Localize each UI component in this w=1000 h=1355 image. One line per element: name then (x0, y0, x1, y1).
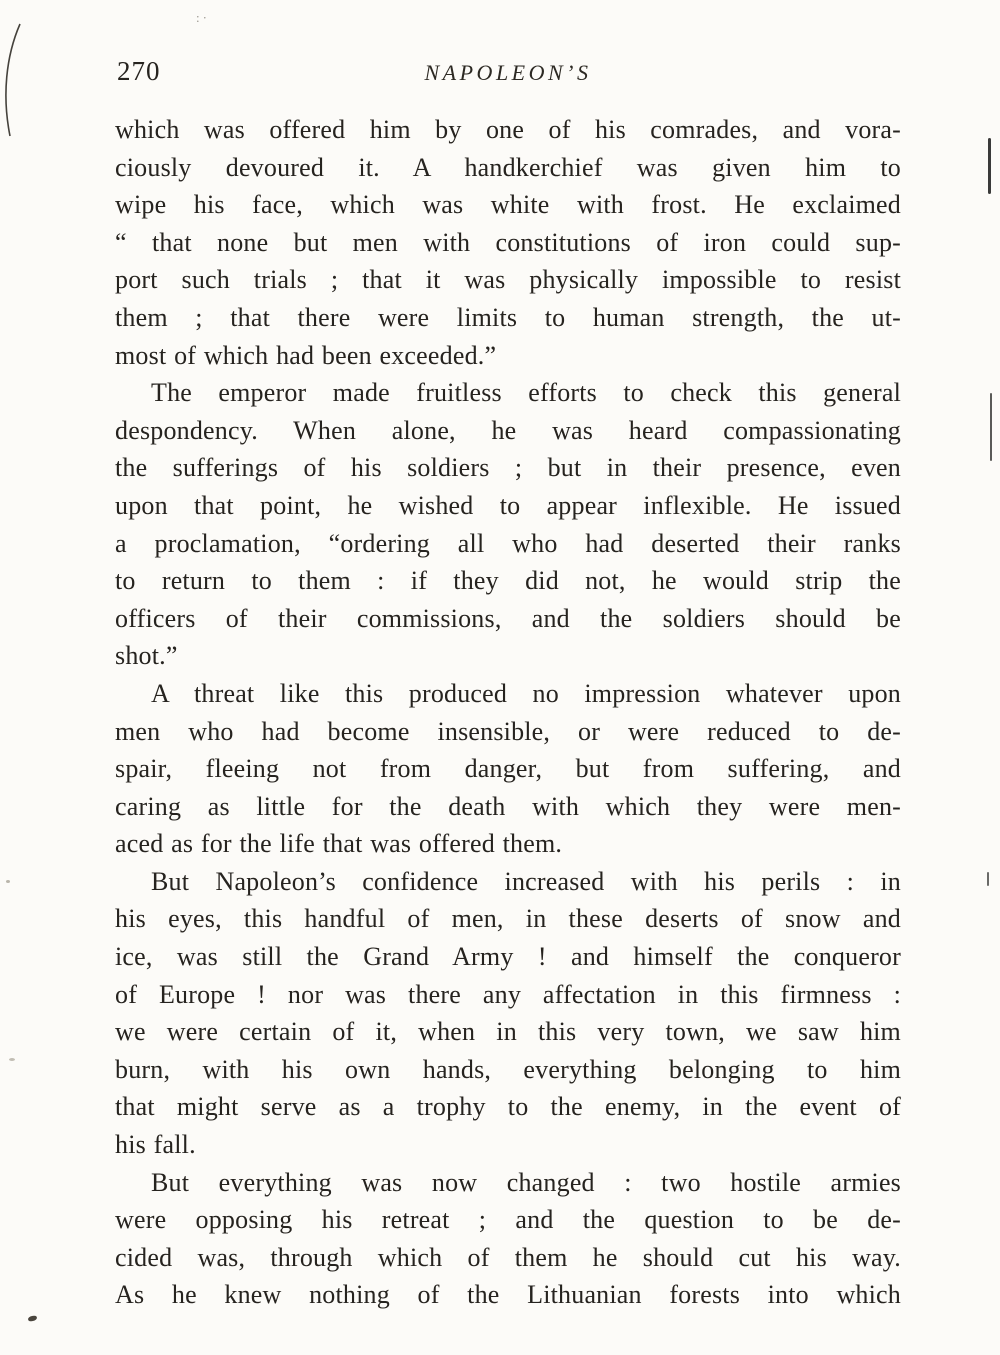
text-line: the sufferings of his soldiers ; but in their presence, even (115, 453, 901, 483)
text-line: them ; that there were limits to human strength, the ut- (115, 302, 901, 332)
text-line: The emperor made fruitless efforts to check this general (151, 378, 901, 408)
text-line: to return to them : if they did not, he would strip the (115, 566, 901, 596)
text-line: his eyes, this handful of men, in these deserts of snow and (115, 904, 901, 934)
scan-edge-mark (988, 138, 991, 194)
text-line: wipe his face, which was white with frost. He exclaimed (115, 190, 901, 220)
scan-edge-mark (987, 872, 989, 886)
scan-edge-mark (990, 393, 992, 461)
text-line: that might serve as a trophy to the enemy, in the event of (115, 1092, 901, 1122)
scan-speck (9, 1058, 15, 1061)
paragraph (115, 111, 901, 374)
text-line: despondency. When alone, he was heard compassionating (115, 415, 901, 445)
text-line: most of which had been exceeded.” (115, 340, 497, 370)
text-line: A threat like this produced no impression whatever upon (151, 678, 901, 708)
page-curl-mark (0, 18, 30, 138)
text-line: ice, was still the Grand Army ! and himself the conqueror (115, 942, 901, 972)
paragraph (115, 675, 901, 863)
paragraph (115, 374, 901, 675)
text-line: we were certain of it, when in this very town, we saw him (115, 1017, 901, 1047)
header-title: NAPOLEON’S (424, 60, 592, 85)
text-line: aced as for the life that was offered them. (115, 829, 563, 859)
scan-speck (6, 880, 10, 883)
text-line: As he knew nothing of the Lithuanian forests into which (115, 1280, 901, 1310)
scan-dust-dots: :· (196, 10, 210, 25)
text-line: which was offered him by one of his comrades, and vora- (115, 115, 901, 144)
text-line: burn, with his own hands, everything belonging to him (115, 1054, 901, 1084)
text-line: spair, fleeing not from danger, but from suffering, and (115, 754, 901, 784)
text-line: of Europe ! nor was there any affectation in this firmness : (115, 979, 901, 1009)
text-line: officers of their commissions, and the soldiers should be (115, 603, 901, 633)
running-header (115, 54, 901, 90)
text-line: But Napoleon’s confidence increased with his perils : in (151, 866, 901, 896)
text-line: But everything was now changed : two hostile armies (151, 1167, 901, 1197)
page-number: 270 (117, 56, 161, 86)
paragraph (115, 1164, 901, 1314)
text-line: “ that none but men with constitutions of iron could sup- (115, 227, 901, 257)
text-line: shot.” (115, 641, 178, 671)
text-line: a proclamation, “ordering all who had deserted their ranks (115, 528, 901, 558)
text-block (115, 111, 901, 1314)
text-line: his fall. (115, 1130, 196, 1160)
text-line: were opposing his retreat ; and the question to be de- (115, 1205, 901, 1235)
text-line: cided was, through which of them he should cut his way. (115, 1242, 901, 1272)
text-line: upon that point, he wished to appear inflexible. He issued (115, 490, 901, 520)
text-line: caring as little for the death with which they were men- (115, 791, 901, 821)
text-line: port such trials ; that it was physically impossible to resist (115, 265, 901, 295)
paragraph (115, 863, 901, 1164)
scan-speck (28, 1315, 38, 1322)
text-line: men who had become insensible, or were reduced to de- (115, 716, 901, 746)
text-line: ciously devoured it. A handkerchief was given him to (115, 152, 901, 182)
